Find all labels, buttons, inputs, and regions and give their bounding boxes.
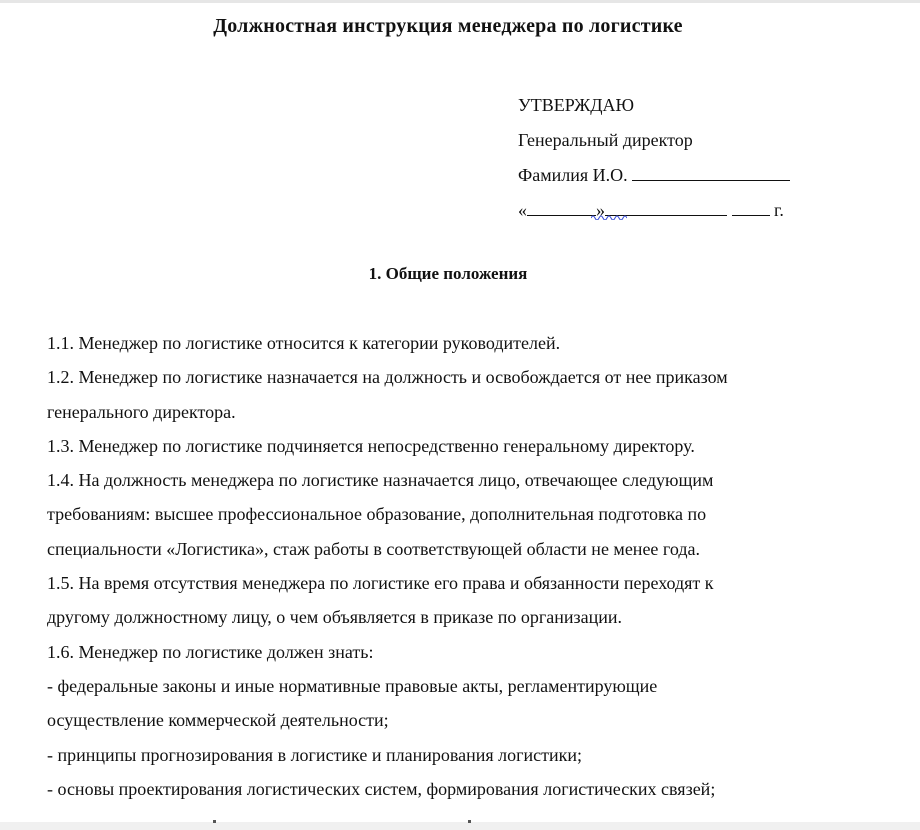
date-open-quote: « — [518, 200, 527, 220]
section-heading: 1. Общие положения — [368, 264, 528, 283]
document-title: Должностная инструкция менеджера по логистике — [213, 15, 683, 37]
approval-name-row — [518, 158, 790, 193]
body-line: 1.3. Менеджер по логистике подчиняется непосредственно генеральному директору. — [47, 435, 695, 456]
body-line: генерального директора. — [47, 401, 236, 422]
spellcheck-squiggle — [591, 214, 627, 220]
document-body — [47, 326, 907, 806]
day-blank — [527, 197, 596, 216]
year-blank — [732, 197, 770, 216]
body-line: специальности «Логистика», стаж работы в соответствующей области не менее года. — [47, 538, 700, 559]
approval-heading: УТВЕРЖДАЮ — [518, 95, 635, 115]
date-close-quote: » — [596, 200, 605, 220]
approval-position: Генеральный директор — [518, 130, 693, 150]
approval-block — [518, 88, 790, 228]
body-line: осуществление коммерческой деятельности; — [47, 710, 389, 731]
body-line: 1.4. На должность менеджера по логистике назначается лицо, отвечающее следующим — [47, 470, 714, 491]
body-line: требованиям: высшее профессиональное образование, дополнительная подготовка по — [47, 504, 707, 525]
body-line: 1.1. Менеджер по логистике относится к категории руководителей. — [47, 333, 561, 353]
signature-line — [632, 162, 790, 181]
approval-date-row — [518, 193, 784, 228]
body-line: - федеральные законы и иные нормативные правовые акты, регламентирующие — [47, 675, 658, 696]
approval-name-label: Фамилия И.О. — [518, 165, 628, 185]
body-line: 1.5. На время отсутствия менеджера по логистике его права и обязанности переходят к — [47, 573, 714, 594]
top-border — [0, 0, 920, 3]
body-line: другому должностному лицу, о чем объявляется в приказе по организации. — [47, 607, 622, 628]
cut-off-text-marks — [213, 820, 473, 824]
body-line: 1.2. Менеджер по логистике назначается на должность и освобождается от нее приказом — [47, 367, 728, 388]
body-line: - принципы прогнозирования в логистике и планирования логистики; — [47, 744, 583, 765]
body-line: 1.6. Менеджер по логистике должен знать: — [47, 641, 374, 662]
body-line: - основы проектирования логистических систем, формирования логистических связей; — [47, 778, 716, 799]
year-suffix: г. — [774, 200, 784, 220]
